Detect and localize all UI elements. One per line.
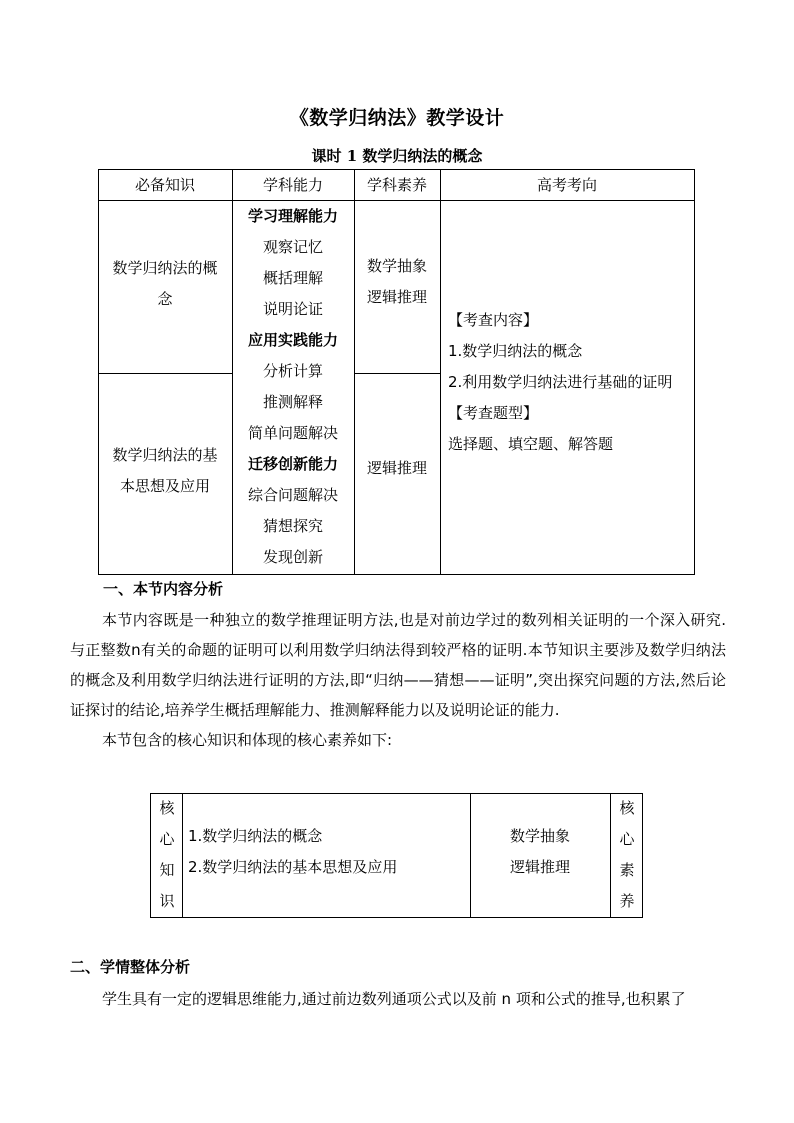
section-paragraph-2: [70, 984, 726, 1014]
exam-types: 选择题、填空题、解答题: [448, 435, 614, 453]
exam-content-item: 2.利用数学归纳法进行基础的证明: [448, 373, 673, 391]
core-knowledge-item: 2.数学归纳法的基本思想及应用: [188, 858, 398, 876]
label-char: 心: [159, 830, 175, 848]
ability-item: 学习理解能力: [247, 207, 338, 225]
header-ability: 学科能力: [262, 176, 323, 194]
ability-item: 概括理解: [262, 269, 323, 287]
lesson-title: 课时 1 数学归纳法的概念: [311, 147, 483, 165]
literacy-item: 逻辑推理: [366, 288, 427, 306]
ability-list: [232, 201, 354, 573]
ability-item: 猜想探究: [262, 517, 323, 535]
ability-item: 迁移创新能力: [247, 455, 338, 473]
label-char: 识: [159, 892, 175, 910]
literacy-group-1: [354, 251, 440, 313]
label-char: 知: [159, 861, 175, 879]
header-literacy: 学科素养: [366, 176, 427, 194]
ability-item: 简单问题解决: [247, 424, 338, 442]
label-char: 核: [619, 799, 635, 817]
knowledge-application: 数学归纳法的基本思想及应用: [112, 446, 218, 495]
exam-content-item: 1.数学归纳法的概念: [448, 342, 583, 360]
exam-type-heading: 【考查题型】: [448, 404, 539, 422]
literacy-item: 逻辑推理: [366, 459, 427, 477]
page-title: 《数学归纳法》教学设计: [289, 107, 505, 129]
header-exam: 高考考向: [536, 176, 597, 194]
paragraph-intro: 本节包含的核心知识和体现的核心素养如下:: [102, 731, 393, 749]
section-heading-2: 二、学情整体分析: [70, 958, 191, 976]
core-table: [150, 793, 643, 918]
knowledge-concept: 数学归纳法的概念: [112, 259, 218, 308]
core-literacy-item: 数学抽象: [509, 827, 570, 845]
core-literacy-label: [610, 793, 644, 917]
ability-item: 说明论证: [262, 300, 323, 318]
section-paragraph-1: [70, 605, 726, 755]
label-char: 素: [619, 861, 635, 879]
paragraph-text: 学生具有一定的逻辑思维能力,通过前边数列通项公式以及前 n 项和公式的推导,也积累了: [102, 990, 686, 1008]
section-heading-1: 一、本节内容分析: [103, 580, 224, 598]
exam-content-heading: 【考查内容】: [448, 311, 539, 329]
ability-item: 应用实践能力: [247, 331, 338, 349]
core-knowledge-item: 1.数学归纳法的概念: [188, 827, 323, 845]
ability-item: 综合问题解决: [247, 486, 338, 504]
core-literacy-item: 逻辑推理: [509, 858, 570, 876]
ability-item: 分析计算: [262, 362, 323, 380]
literacy-group-2: [354, 453, 440, 484]
ability-item: 发现创新: [262, 548, 323, 566]
literacy-item: 数学抽象: [366, 257, 427, 275]
curriculum-table: [98, 169, 695, 575]
label-char: 心: [619, 830, 635, 848]
exam-block: [448, 305, 672, 460]
ability-item: 观察记忆: [262, 238, 323, 256]
core-literacy-list: [470, 821, 610, 883]
core-knowledge-label: [150, 793, 184, 917]
paragraph-text: 本节内容既是一种独立的数学推理证明方法,也是对前边学过的数列相关证明的一个深入研究.与正整数n有关的命题的证明可以利用数学归纳法得到较严格的证明.本节知识主要涉及数学归纳法的概念及利用数学归纳法进行证明的方法,即“归纳——猜想——证明”,突出探究问题的方法,然后论证探讨的结论,培养学生概括理解能力、推测解释能力以及说明论证的能力.: [70, 611, 726, 719]
ability-item: 推测解释: [262, 393, 323, 411]
label-char: 养: [619, 892, 635, 910]
label-char: 核: [159, 799, 175, 817]
core-knowledge-list: [188, 821, 397, 883]
header-knowledge: 必备知识: [134, 176, 195, 194]
